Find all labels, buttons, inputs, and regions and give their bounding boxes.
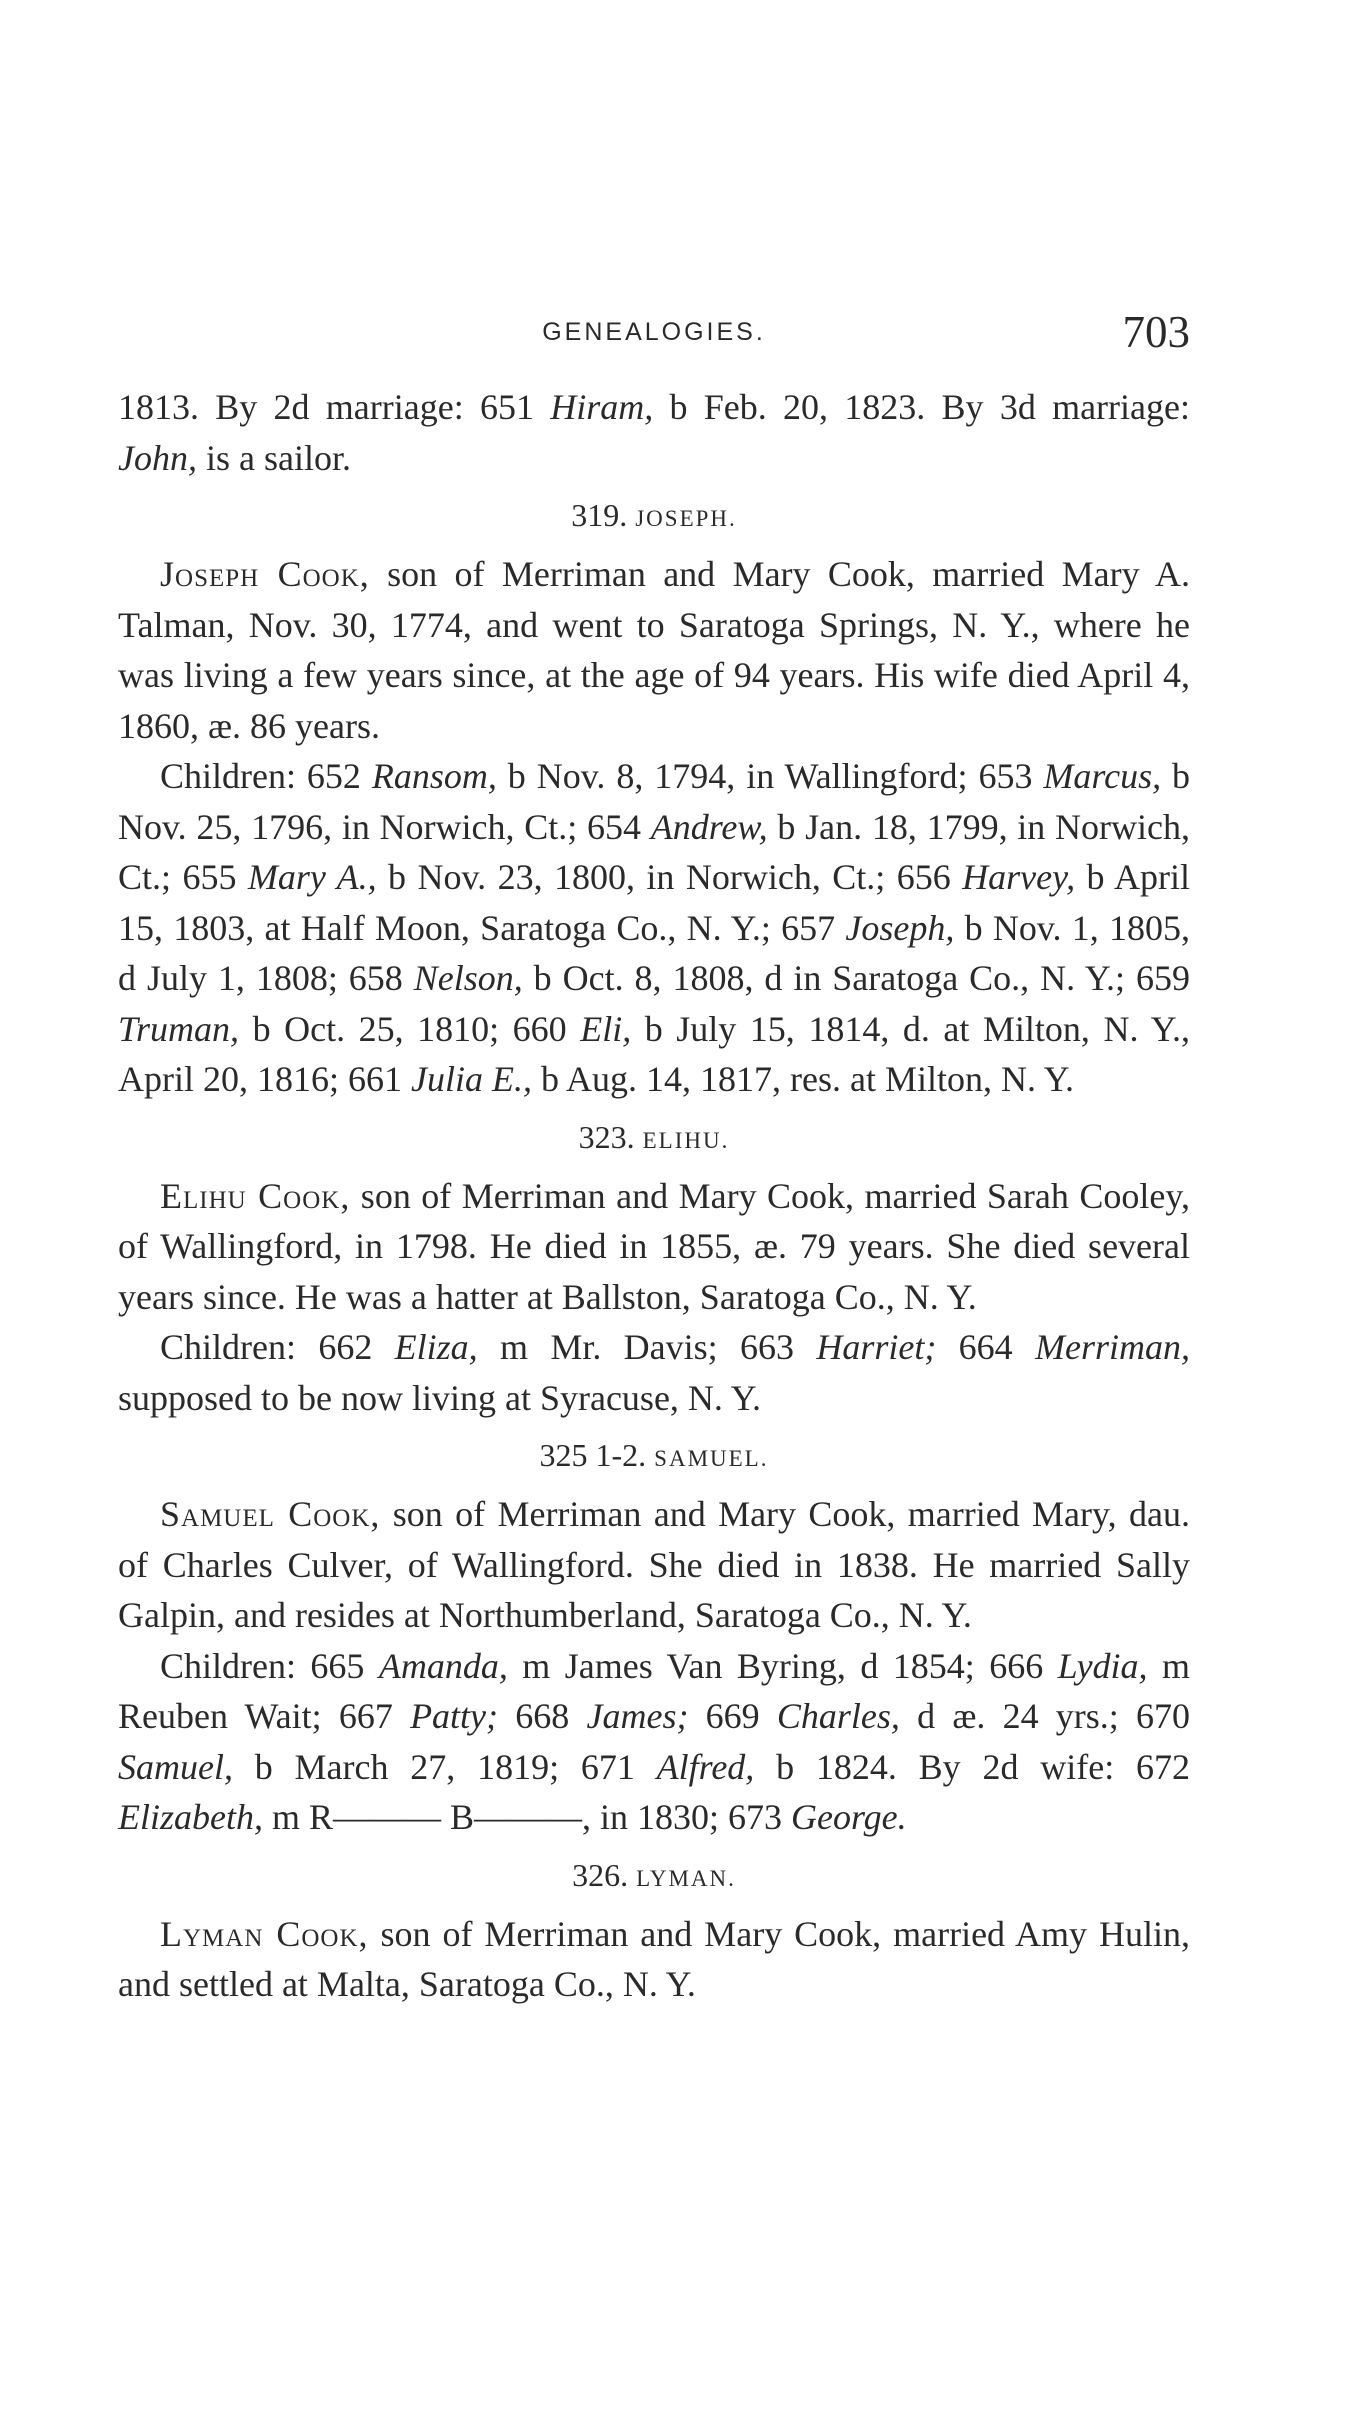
text: son of Merriman and Mary Cook, married Amy Hulin, and settled at Malta, Saratoga Co., N. Y.: [118, 1913, 1190, 2004]
child-name: Harriet;: [816, 1327, 937, 1367]
running-title: GENEALOGIES.: [542, 318, 766, 346]
text: d æ. 24 yrs.; 670: [899, 1696, 1191, 1736]
text: b Feb. 20, 1823. By 3d marriage:: [653, 387, 1190, 427]
section-name: ELIHU.: [642, 1127, 730, 1153]
child-name: Harvey,: [962, 857, 1076, 897]
intro-paragraph: [118, 382, 1190, 483]
child-name: Marcus,: [1043, 756, 1162, 796]
child-name: George.: [791, 1797, 907, 1837]
text: Children: 662: [160, 1327, 395, 1367]
child-name: James;: [586, 1696, 689, 1736]
text: supposed to be now living at Syracuse, N. Y.: [118, 1377, 761, 1418]
text: b July 15, 1814, d. at Milton, N. Y., April 20, 1816; 661: [118, 1008, 1190, 1099]
child-name: Patty;: [410, 1696, 499, 1736]
children-paragraph: [118, 1641, 1190, 1843]
text: b 1824. By 2d wife: 672: [754, 1746, 1190, 1787]
child-name: Ransom,: [371, 756, 497, 796]
child-name: Eliza,: [394, 1327, 478, 1367]
text: 1813. By 2d marriage: 651: [118, 387, 551, 427]
text: is a sailor.: [196, 437, 351, 478]
section-heading-elihu: [118, 1112, 1190, 1166]
text: son of Merriman and Mary Cook, married Mary A. Talman, Nov. 30, 1774, and went to Saratoga Springs, N. Y., where he was living a few years since, at the age of 94 years. His wife died April 4, 1860, æ. 86 years.: [118, 554, 1190, 746]
child-name: Charles,: [776, 1696, 900, 1736]
biography-paragraph: [118, 549, 1190, 751]
subject-name: Elihu Cook,: [160, 1175, 351, 1216]
text: 669: [688, 1696, 777, 1736]
biography-paragraph: [118, 1489, 1190, 1641]
page-number: 703: [1122, 307, 1190, 357]
child-name: Lydia,: [1057, 1645, 1148, 1686]
text: b Jan. 18, 1799, in Norwich, Ct.; 655: [118, 806, 1190, 897]
text: b Nov. 1, 1805, d July 1, 1808; 658: [118, 907, 1190, 998]
text: son of Merriman and Mary Cook, married Mary, dau. of Charles Culver, of Wallingford. She died in 1838. He married Sally Galpin, and resides at Northumberland, Saratoga Co., N. Y.: [118, 1494, 1190, 1635]
text: b Oct. 25, 1810; 660: [239, 1008, 581, 1049]
child-name: Truman,: [118, 1008, 240, 1049]
text: b Aug. 14, 1817, res. at Milton, N. Y.: [531, 1059, 1074, 1099]
subject-name: Joseph Cook,: [160, 554, 370, 594]
children-paragraph: [118, 751, 1190, 1105]
section-name: SAMUEL.: [654, 1446, 769, 1471]
child-name: Andrew,: [650, 806, 768, 847]
child-name: Nelson,: [413, 958, 523, 998]
text: b Oct. 8, 1808, d in Saratoga Co., N. Y.; 659: [522, 958, 1190, 998]
text: m R——— B———, in 1830; 673: [262, 1797, 792, 1837]
child-name: Eli,: [580, 1008, 632, 1049]
text: b Nov. 8, 1794, in Wallingford; 653: [496, 756, 1044, 796]
child-name: Amanda,: [378, 1645, 508, 1686]
section-name: LYMAN.: [636, 1865, 736, 1891]
text: m Reuben Wait; 667: [118, 1645, 1190, 1736]
section-number: 325 1-2.: [539, 1437, 655, 1473]
child-name: Joseph,: [845, 907, 955, 948]
text: b Nov. 23, 1800, in Norwich, Ct.; 656: [376, 857, 963, 897]
section-number: 323.: [578, 1118, 643, 1155]
child-name: John,: [118, 437, 197, 478]
text: m James Van Byring, d 1854; 666: [507, 1645, 1058, 1686]
subject-name: Lyman Cook,: [160, 1913, 369, 1954]
text: Children: 652: [160, 756, 372, 796]
running-head: [118, 307, 1190, 374]
child-name: Mary A.,: [247, 857, 377, 897]
child-name: Elizabeth,: [118, 1797, 263, 1837]
biography-paragraph: [118, 1171, 1190, 1323]
text: son of Merriman and Mary Cook, married Sarah Cooley, of Wallingford, in 1798. He died in 1855, æ. 79 years. She died several years since. He was a hatter at Ballston, Saratoga Co., N. Y.: [118, 1175, 1190, 1317]
child-name: Alfred,: [656, 1746, 755, 1787]
text: b March 27, 1819; 671: [232, 1746, 657, 1787]
section-number: 326.: [572, 1856, 637, 1893]
biography-paragraph: [118, 1909, 1190, 2010]
child-name: Merriman,: [1035, 1327, 1191, 1367]
section-name: JOSEPH.: [635, 506, 737, 531]
child-name: Samuel,: [118, 1746, 233, 1787]
text: b April 15, 1803, at Half Moon, Saratoga Co., N. Y.; 657: [118, 857, 1190, 948]
section-heading-joseph: [118, 490, 1190, 544]
subject-name: Samuel Cook,: [160, 1494, 381, 1534]
text: Children: 665: [160, 1645, 379, 1686]
child-name: Hiram,: [550, 387, 654, 427]
text: 668: [498, 1696, 587, 1736]
children-paragraph: [118, 1322, 1190, 1423]
page: [118, 307, 1191, 2010]
text: m Mr. Davis; 663: [477, 1327, 817, 1367]
text: 664: [936, 1327, 1036, 1367]
section-heading-samuel: [118, 1430, 1190, 1484]
child-name: Julia E.,: [411, 1059, 532, 1099]
text: b Nov. 25, 1796, in Norwich, Ct.; 654: [118, 756, 1191, 847]
section-heading-lyman: [118, 1850, 1190, 1904]
section-number: 319.: [571, 497, 636, 533]
